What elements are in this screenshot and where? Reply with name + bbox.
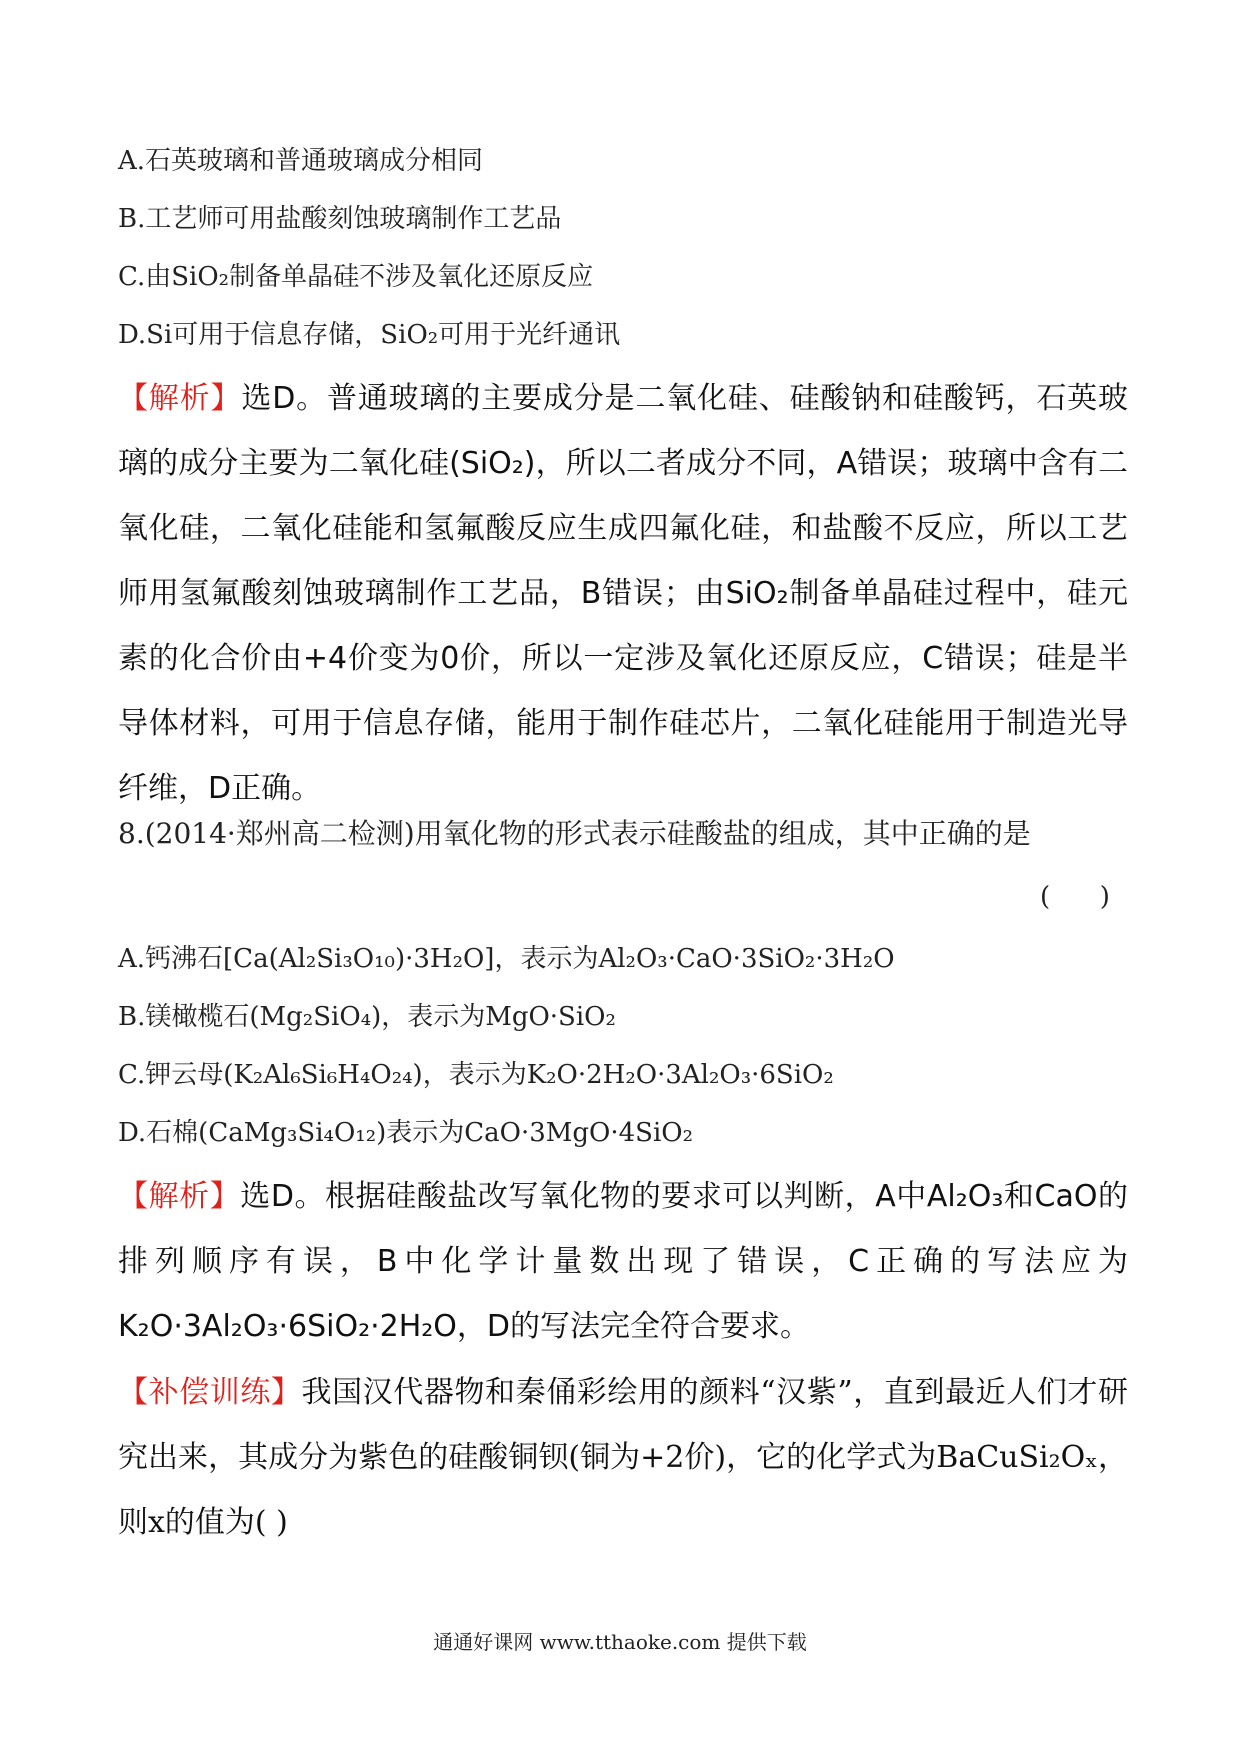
extra-training-tag: 【补偿训练】 xyxy=(118,1375,302,1410)
extra-training xyxy=(118,1360,1128,1555)
q7-option-d: D.Si可用于信息存储，SiO₂可用于光纤通讯 xyxy=(118,320,621,350)
extra-training-text: 我国汉代器物和秦俑彩绘用的颜料“汉紫”，直到最近人们才研究出来，其成分为紫色的硅酸铜钡(铜为+2价)，它的化学式为BaCuSi₂Oₓ，则x的值为( ) xyxy=(118,1375,1128,1540)
q8-answer-paren: ( ) xyxy=(1040,882,1110,912)
q7-option-b: B.工艺师可用盐酸刻蚀玻璃制作工艺品 xyxy=(118,204,562,234)
q8-stem: 8.(2014·郑州高二检测)用氧化物的形式表示硅酸盐的组成，其中正确的是 xyxy=(118,817,1031,850)
analysis-text: 选D。普通玻璃的主要成分是二氧化硅、硅酸钠和硅酸钙，石英玻璃的成分主要为二氧化硅(SiO₂)，所以二者成分不同，A错误；玻璃中含有二氧化硅，二氧化硅能和氢氟酸反应生成四氟化硅，和盐酸不反应，所以工艺师用氢氟酸刻蚀玻璃制作工艺品，B错误；由SiO₂制备单晶硅过程中，硅元素的化合价由+4价变为0价，所以一定涉及氧化还原反应，C错误；硅是半导体材料，可用于信息存储，能用于制作硅芯片，二氧化硅能用于制造光导纤维，D正确。 xyxy=(118,381,1129,806)
q8-option-b: B.镁橄榄石(Mg₂SiO₄)，表示为MgO·SiO₂ xyxy=(118,1002,616,1032)
q7-analysis xyxy=(118,366,1128,821)
page-footer: 通通好课网 www.tthaoke.com 提供下载 xyxy=(433,1630,807,1654)
analysis-text: 选D。根据硅酸盐改写氧化物的要求可以判断，A中Al₂O₃和CaO的排列顺序有误，B中化学计量数出现了错误，C正确的写法应为K₂O·3Al₂O₃·6SiO₂·2H₂O，D的写法完全符合要求。 xyxy=(118,1179,1129,1344)
q8-option-a: A.钙沸石[Ca(Al₂Si₃O₁₀)·3H₂O]，表示为Al₂O₃·CaO·3SiO₂·3H₂O xyxy=(118,944,895,974)
analysis-tag: 【解析】 xyxy=(118,381,242,416)
q8-option-c: C.钾云母(K₂Al₆Si₆H₄O₂₄)，表示为K₂O·2H₂O·3Al₂O₃·6SiO₂ xyxy=(118,1060,834,1090)
q7-option-c: C.由SiO₂制备单晶硅不涉及氧化还原反应 xyxy=(118,262,594,292)
analysis-tag: 【解析】 xyxy=(118,1179,241,1214)
q8-option-d: D.石棉(CaMg₃Si₄O₁₂)表示为CaO·3MgO·4SiO₂ xyxy=(118,1118,694,1148)
q7-option-a: A.石英玻璃和普通玻璃成分相同 xyxy=(118,146,484,176)
q8-analysis xyxy=(118,1164,1128,1359)
